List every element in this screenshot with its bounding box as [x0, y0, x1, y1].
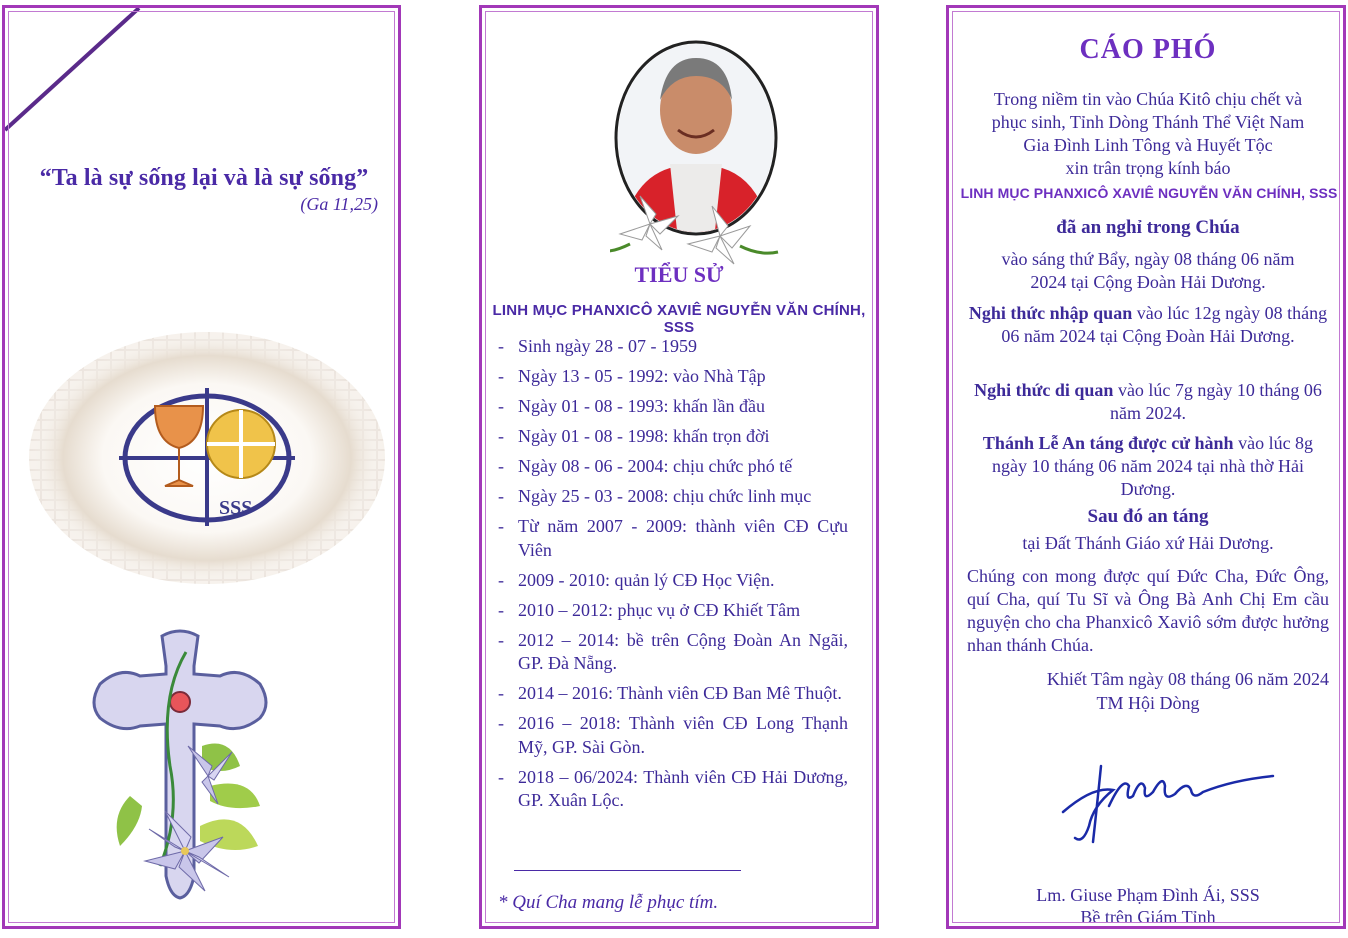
biography-title: TIỂU SỬ: [634, 262, 724, 287]
timeline-item: - 2010 – 2012: phục vụ ở CĐ Khiết Tâm: [498, 599, 801, 620]
timeline-item: - Ngày 01 - 08 - 1993: khấn lần đầu: [498, 396, 765, 416]
biography-panel: [479, 5, 879, 929]
timeline-item: - Từ năm 2007 - 2009: thành viên CĐ Cựu Viên: [498, 516, 848, 560]
funeral-mass: Thánh Lễ An táng được cử hành vào lúc 8g ngày 10 tháng 06 năm 2024 tại nhà thờ Hải Dương.: [982, 433, 1314, 499]
mourning-ribbon: [5, 8, 145, 138]
burial-heading: Sau đó an táng: [1087, 506, 1209, 527]
portrait-photo: [610, 40, 782, 275]
scripture-quote: “Ta là sự sống lại và là sự sống”: [39, 165, 369, 191]
timeline-item: - Ngày 25 - 03 - 2008: chịu chức linh mục: [498, 486, 812, 506]
departure-rite: Nghi thức di quan vào lúc 7g ngày 10 tháng 06 năm 2024.: [974, 380, 1322, 423]
scripture-reference: (Ga 11,25): [300, 194, 378, 214]
biography-timeline: [498, 335, 848, 819]
sss-emblem-icon: [27, 330, 387, 585]
cover-panel: [2, 5, 401, 929]
burial-place: tại Đất Thánh Giáo xứ Hải Dương.: [1022, 533, 1274, 553]
place-and-date: Khiết Tâm ngày 08 tháng 06 năm 2024: [1046, 669, 1329, 689]
timeline-item: - Ngày 08 - 06 - 2004: chịu chức phó tế: [498, 456, 793, 476]
divider: [514, 870, 741, 871]
emblem-text: SSS: [219, 497, 253, 519]
on-behalf-of: TM Hội Dòng: [1096, 693, 1200, 713]
encoffining-rite: Nghi thức nhập quan vào lúc 12g ngày 08 tháng 06 năm 2024 tại Cộng Đoàn Hải Dương.: [968, 303, 1328, 346]
obituary-panel: [946, 5, 1346, 929]
timeline-item: - 2012 – 2014: bề trên Cộng Đoàn An Ngãi, GP. Đà Nẵng.: [498, 629, 848, 673]
timeline-item: - Ngày 01 - 08 - 1998: khấn trọn đời: [498, 426, 770, 446]
rest-statement: đã an nghỉ trong Chúa: [1056, 217, 1240, 238]
cross-with-lilies-icon: [90, 626, 270, 911]
vestment-note: * Quí Cha mang lễ phục tím.: [498, 892, 719, 913]
signer-name: Lm. Giuse Phạm Đình Ái, SSS: [1036, 885, 1260, 905]
timeline-item: - Sinh ngày 28 - 07 - 1959: [498, 336, 697, 356]
obituary-title: CÁO PHÓ: [1079, 34, 1217, 65]
prayer-request: Chúng con mong được quí Đức Cha, Đức Ông, quí Cha, quí Tu Sĩ và Ông Bà Anh Chị Em cầu nguyện cho cha Phanxicô Xaviô sớm được hưởng nhan thánh Chúa.: [967, 566, 1329, 655]
timeline-item: - 2014 – 2016: Thành viên CĐ Ban Mê Thuột.: [498, 683, 842, 703]
signature: [1053, 746, 1283, 846]
death-date: vào sáng thứ Bẩy, ngày 08 tháng 06 năm 2024 tại Cộng Đoàn Hải Dương.: [1001, 249, 1295, 292]
timeline-item: - 2016 – 2018: Thành viên CĐ Long Thạnh Mỹ, GP. Sài Gòn.: [498, 713, 848, 757]
signer-role: Bề trên Giám Tỉnh: [1080, 907, 1216, 927]
deceased-name: LINH MỤC PHANXICÔ XAVIÊ NGUYỄN VĂN CHÍNH, SSS: [492, 302, 866, 336]
obituary-intro: Trong niềm tin vào Chúa Kitô chịu chết và phục sinh, Tỉnh Dòng Thánh Thể Việt Nam Gia Đình Linh Tông và Huyết Tộc xin trân trọng kính báo: [991, 89, 1305, 178]
deceased-name: LINH MỤC PHANXICÔ XAVIÊ NGUYỄN VĂN CHÍNH, SSS: [960, 185, 1338, 201]
timeline-item: - Ngày 13 - 05 - 1992: vào Nhà Tập: [498, 366, 766, 386]
timeline-item: - 2009 - 2010: quản lý CĐ Học Viện.: [498, 569, 775, 590]
timeline-item: - 2018 – 06/2024: Thành viên CĐ Hải Dương, GP. Xuân Lộc.: [498, 766, 848, 810]
